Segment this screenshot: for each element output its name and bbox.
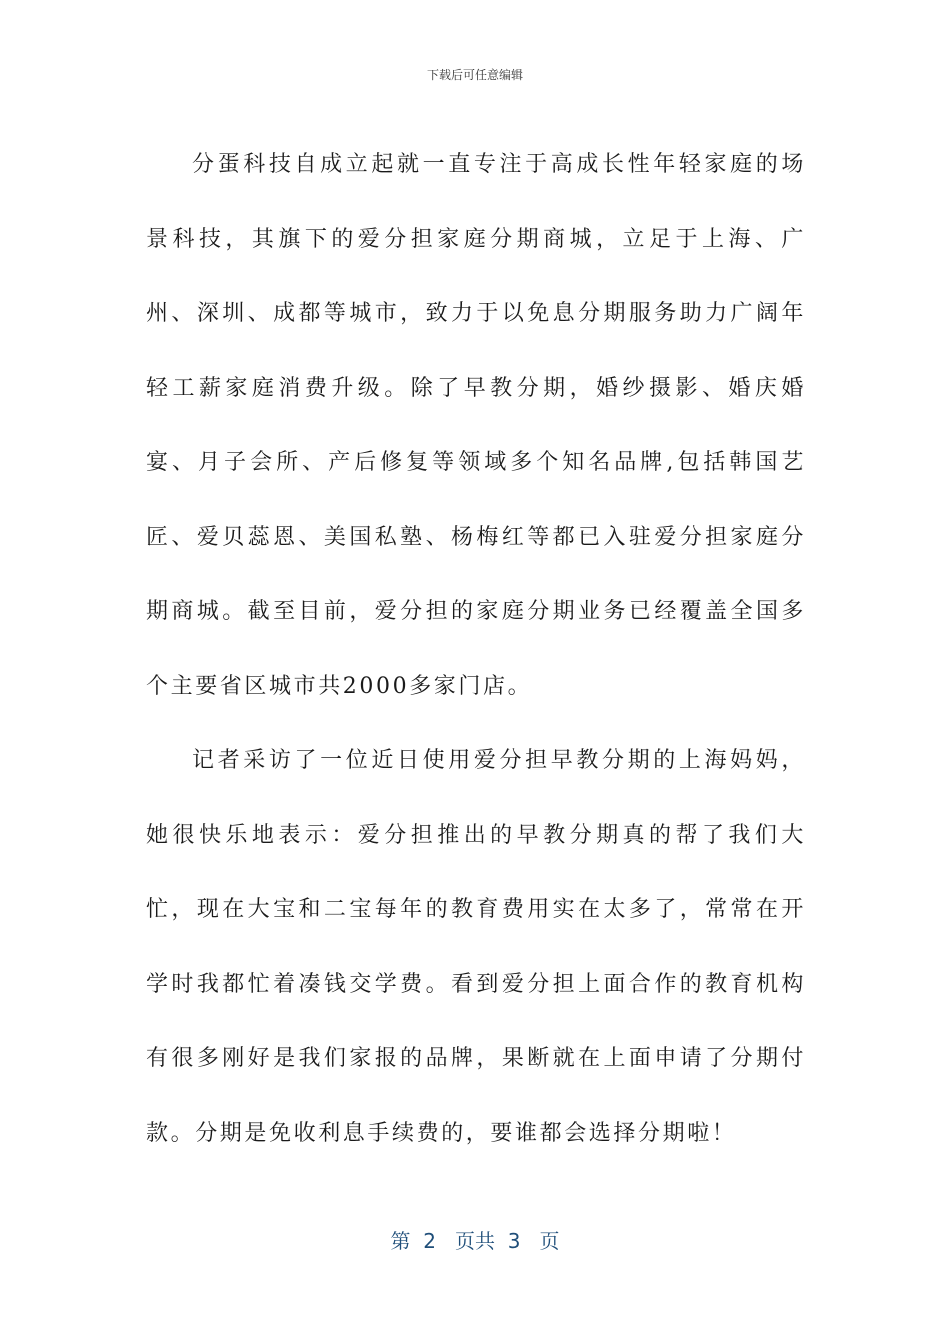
page-footer: 第 2 页共 3 页 [390, 1229, 560, 1253]
page-header-note: 下载后可任意编辑 [426, 68, 523, 82]
document-body [146, 128, 806, 1171]
body-paragraph-1: 分蛋科技自成立起就一直专注于高成长性年轻家庭的场景科技，其旗下的爱分担家庭分期商城，立足于上海、广州、深圳、成都等城市，致力于以免息分期服务助力广阔年轻工薪家庭消费升级。除了早教分期，婚纱摄影、婚庆婚宴、月子会所、产后修复等领域多个知名品牌,包括韩国艺匠、爱贝蕊恩、美国私塾、杨梅红等都已入驻爱分担家庭分期商城。截至目前，爱分担的家庭分期业务已经覆盖全国多个主要省区城市共2000多家门店。 [146, 152, 806, 699]
body-paragraph-2: 记者采访了一位近日使用爱分担早教分期的上海妈妈，她很快乐地表示：爱分担推出的早教分期真的帮了我们大忙，现在大宝和二宝每年的教育费用实在太多了，常常在开学时我都忙着凑钱交学费。看到爱分担上面合作的教育机构有很多刚好是我们家报的品牌，果断就在上面申请了分期付款。分期是免收利息手续费的，要谁都会选择分期啦！ [146, 748, 806, 1146]
